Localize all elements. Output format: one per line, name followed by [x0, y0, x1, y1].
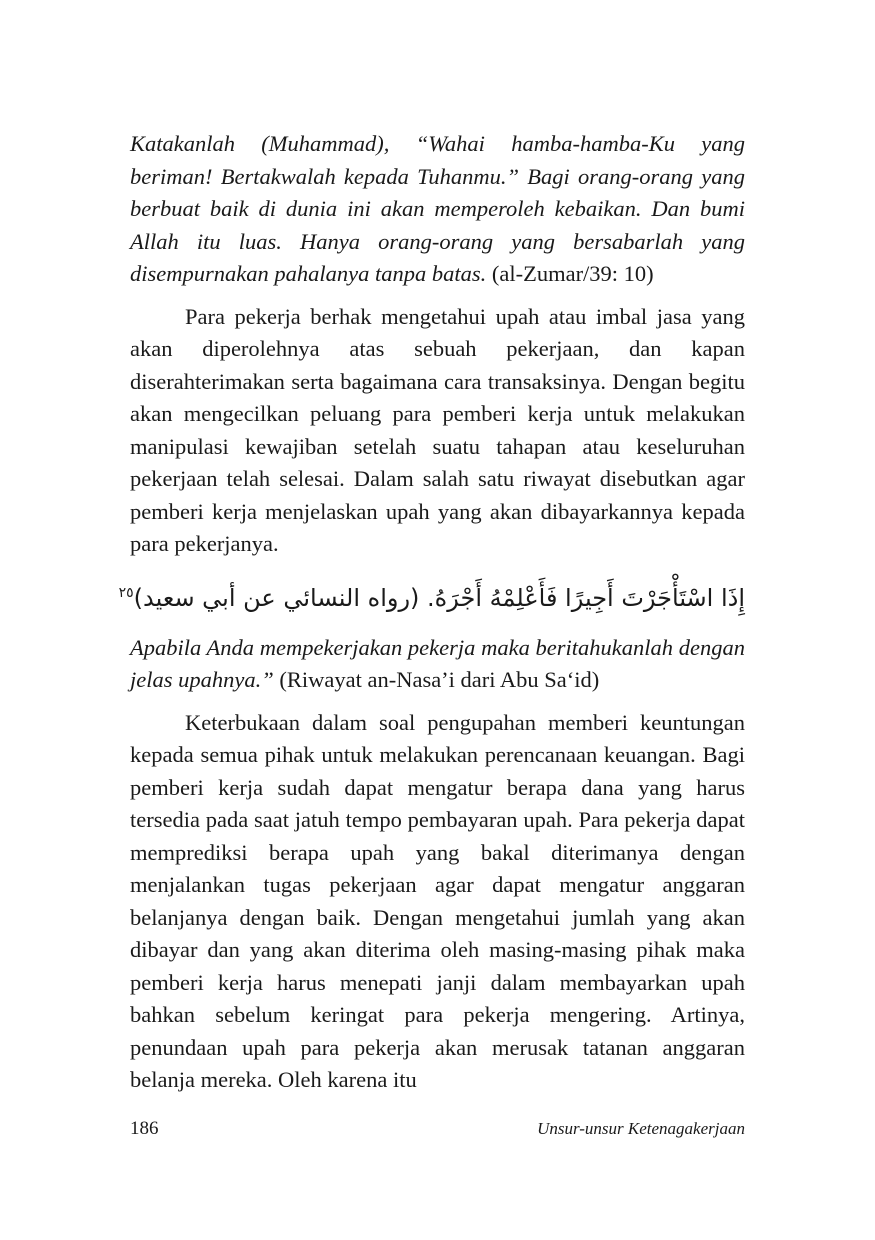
page-footer: [130, 1118, 745, 1140]
paragraph-2: Keterbukaan dalam soal pengupahan memberi keuntungan kepada semua pihak untuk melakukan perencanaan keuangan. Bagi pemberi kerja sudah dapat mengatur berapa dana yang harus tersedia pada saat jatuh tempo pembayaran upah. Para pekerja dapat memprediksi berapa upah yang bakal diterimanya dengan menjalankan tugas pekerjaan agar dapat mengatur anggaran belanjanya dengan baik. Dengan mengetahui jumlah yang akan dibayar dan yang akan diterima oleh masing-masing pihak maka pemberi kerja harus menepati janji dalam membayarkan upah bahkan sebelum keringat para pekerja mengering. Artinya, penundaan upah para pekerja akan merusak tatanan anggaran belanja mereka. Oleh karena itu: [130, 709, 745, 1092]
hadith-translation: [130, 632, 745, 697]
paragraph-1: Para pekerja berhak mengetahui upah atau imbal jasa yang akan diperolehnya atas sebuah pekerjaan, dan kapan diserahterimakan serta bagaimana cara transaksinya. Dengan begitu akan mengecilkan peluang para pemberi kerja untuk melakukan manipulasi kewajiban setelah suatu tahapan atau keseluruhan pekerjaan telah selesai. Dalam salah satu riwayat disebutkan agar pemberi kerja menjelaskan upah yang akan dibayarkannya kepada para pekerjanya.: [130, 303, 745, 556]
hadith-translation-text: Apabila Anda mempekerjakan pekerja maka beritahukanlah dengan jelas upahnya.”: [130, 634, 745, 692]
hadith-arabic-text: إِذَا اسْتَأْجَرْتَ أَجِيرًا فَأَعْلِمْهُ أَجْرَهُ. (رواه النسائي عن أبي سعيد): [133, 583, 745, 612]
page-body: [118, 128, 745, 1097]
hadith-source: (Riwayat an-Nasa’i dari Abu Sa‘id): [279, 667, 600, 692]
hadith-footnote-marker: ٢٥: [118, 584, 134, 601]
quran-quote: [130, 128, 745, 291]
quran-quote-text: Katakanlah (Muhammad), “Wahai hamba-hamba-Ku yang beriman! Bertakwalah kepada Tuhanmu.” Bagi orang-orang yang berbuat baik di dunia ini akan memperoleh kebaikan. Dan bumi Allah itu luas. Hanya orang-orang yang bersabarlah yang disempurnakan pahalanya tanpa batas.: [130, 131, 745, 286]
page-number: 186: [130, 1118, 159, 1139]
hadith-arabic: [118, 573, 745, 618]
quran-quote-citation: (al-Zumar/39: 10): [491, 261, 654, 286]
running-title: Unsur-unsur Ketenagakerjaan: [537, 1119, 745, 1138]
